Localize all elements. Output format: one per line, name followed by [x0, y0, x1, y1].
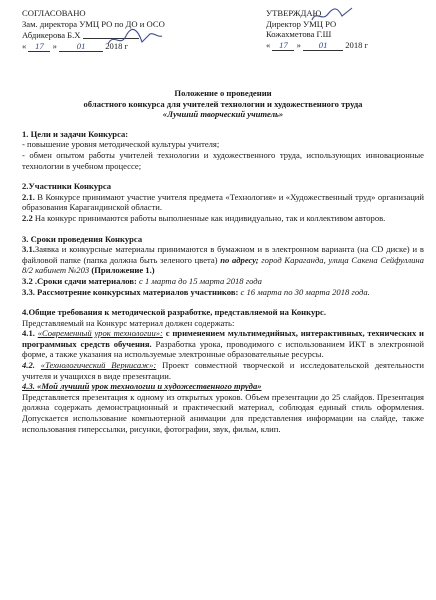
section-4-p3-title — [22, 381, 424, 392]
section-4-heading: 4.Общие требования к методической разработке, представляемой на Конкурс. — [22, 307, 326, 318]
section-3-p3 — [22, 287, 424, 298]
section-3-p1 — [22, 244, 424, 276]
p-number: 3.1. — [22, 244, 35, 255]
approve-block — [266, 8, 416, 74]
section-4-intro: Представляемый на Конкурс материал должен содержать: — [22, 317, 235, 328]
date-year: 2018 г — [105, 40, 129, 51]
agreed-block — [22, 8, 212, 74]
section-2-heading: 2.Участники Конкурса — [22, 181, 112, 192]
agreed-position: Зам. директора УМЦ РО по ДО и ОСО — [22, 18, 165, 29]
date-quote-close: » — [296, 39, 301, 50]
p-number: 4.3. — [22, 381, 38, 392]
p-title: «Современный урок технологии»: — [37, 328, 163, 339]
date-quote-open: « — [22, 40, 27, 51]
address-label: по адресу; — [220, 254, 259, 265]
section-1-heading: 1. Цели и задачи Конкурса: — [22, 128, 129, 139]
p-text: Заявка и конкурсные материалы принимаются в бумажном и в электронном варианта (на CD диске) и в файловой папке (папка должна быть зеленого цвета) — [22, 244, 424, 265]
date-quote-close: » — [52, 40, 57, 51]
date-year: 2018 г — [345, 39, 369, 50]
date-day: 17 — [28, 41, 50, 53]
appendix-ref: (Приложение 1.) — [91, 265, 155, 276]
section-2-p2 — [22, 213, 424, 224]
section-3-heading: 3. Сроки проведения Конкурса — [22, 233, 143, 244]
p-title: «Мой лучший урок технологии и художественного труда» — [37, 381, 262, 392]
p-value: с 1 марта до 15 марта 2018 года — [136, 275, 262, 286]
p-text: На конкурс принимаются работы выполненные как индивидуально, так и коллективом авторов. — [32, 212, 386, 223]
section-1-item-2: - обмен опытом работы учителей технологии и художественного труда, использующих инновационные технологии в учебном процессе; — [22, 149, 424, 171]
address-text: город Караганда, улица Сакена Сейфуллина 8/2 кабинет №203 — [22, 254, 424, 276]
p-number: 4.1. — [22, 328, 35, 339]
section-4-p2 — [22, 360, 424, 381]
p-label: 3.2 .Сроки сдачи материалов: — [22, 275, 137, 286]
title-line-2: областного конкурса для учителей технологии и художественного труда — [83, 98, 363, 109]
section-1-item-1: - повышение уровня методической культуры учителя; — [22, 139, 220, 150]
section-3-p2 — [22, 276, 424, 287]
section-4-p1 — [22, 328, 424, 360]
title-line-1: Положение о проведении — [174, 88, 272, 98]
p-text: Проект совместной творческой и исследовательской деятельности учителя и учащихся в виде презентации. — [22, 360, 425, 381]
date-month: 01 — [59, 41, 103, 53]
p-number: 2.1. — [22, 191, 35, 202]
p-title: «Технологический Вернисаж»: — [40, 360, 157, 371]
signature-scribble-icon — [104, 28, 164, 50]
date-month: 01 — [303, 40, 343, 52]
approval-header — [22, 8, 424, 74]
document-title — [22, 88, 424, 120]
p-value: с 16 марта по 30 марта 2018 года. — [238, 286, 370, 297]
agreed-title: СОГЛАСОВАНО — [22, 8, 86, 18]
p-number: 2.2 — [22, 212, 33, 223]
date-day: 17 — [272, 40, 294, 52]
agreed-name: Абдикерова Б.Х — [22, 30, 81, 41]
approve-position: Директор УМЦ РО — [266, 18, 337, 29]
p-text: В Конкурсе принимают участие учителя предмета «Технология» и «Художественный труд» организаций образования Карагандинской области. — [22, 191, 424, 213]
signature-scribble-icon — [308, 4, 358, 26]
section-4-p3: Представляется презентация к одному из открытых уроков. Объем презентации до 25 слайдов. Презентация должна содержать демонстрационный и практический материал, соблюдая единый стиль оформления. Допускается использование компьютерной анимации для представления информации на слайде, также использования гиперссылки, рисунки, фотографии, звук, фильм, клип. — [22, 391, 424, 434]
approve-name-line — [266, 29, 416, 40]
p-bold: с применением мультимедийных, интерактивных, технических и программных средств обучения. — [22, 328, 425, 349]
p-text: Разработка урока, проводимого с использованием ИКТ в электронной форме, а также указания на используемые электронные образовательные ресурсы. — [22, 338, 424, 360]
section-2-p1 — [22, 192, 424, 213]
approve-title: УТВЕРЖДАЮ — [266, 8, 322, 18]
date-quote-open: « — [266, 39, 271, 50]
p-label: 3.3. Рассмотрение конкурсных материалов участников: — [22, 286, 239, 297]
title-line-3: «Лучший творческий учитель» — [162, 109, 284, 120]
p-number: 4.2. — [22, 360, 35, 371]
approve-name: Кожахметова Г.Ш — [266, 29, 332, 40]
approve-date — [266, 40, 416, 52]
